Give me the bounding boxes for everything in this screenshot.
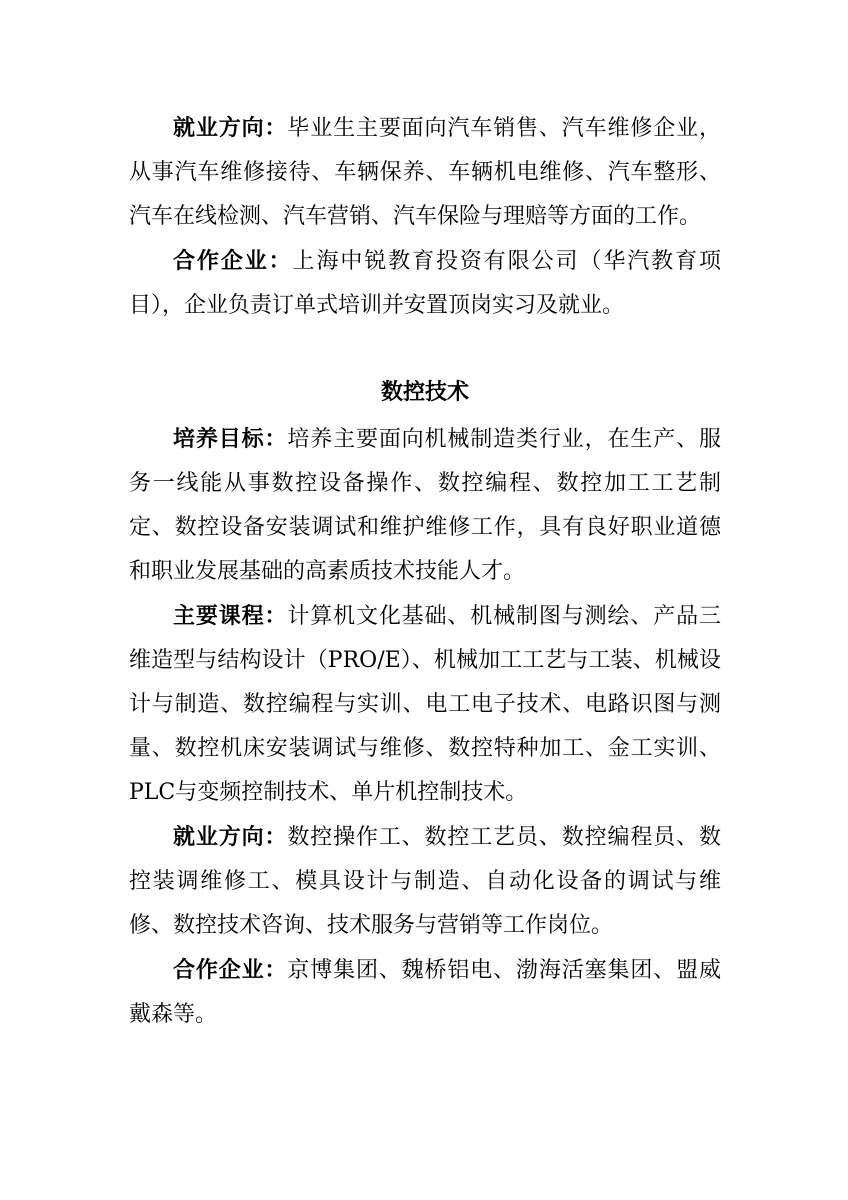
paragraph-text: 培养主要面向机械制造类行业，在生产、服务一线能从事数控设备操作、数控编程、数控加工工艺制定、数控设备安装调试和维护维修工作，具有良好职业道德和职业发展基础的高素质技术技能人才。 bbox=[129, 427, 721, 584]
paragraph-text: 数控操作工、数控工艺员、数控编程员、数控装调维修工、模具设计与制造、自动化设备的调试与维修、数控技术咨询、技术服务与营销等工作岗位。 bbox=[129, 825, 721, 938]
paragraph-label: 合作企业： bbox=[173, 957, 288, 983]
paragraph-text: 计算机文化基础、机械制图与测绘、产品三维造型与结构设计（PRO/E）、机械加工工艺与工装、机械设计与制造、数控编程与实训、电工电子技术、电路识图与测量、数控机床安装调试与维修、数控特种加工、金工实训、PLC与变频控制技术、单片机控制技术。 bbox=[129, 604, 721, 805]
paragraph-partner-companies bbox=[129, 948, 721, 1037]
section-title-cnc: 数控技术 bbox=[380, 379, 469, 405]
paragraph-label: 就业方向： bbox=[173, 824, 288, 850]
paragraph-employment-direction bbox=[129, 106, 721, 239]
paragraph-text: 上海中锐教育投资有限公司（华汽教育项目），企业负责订单式培训并安置顶岗实习及就业。 bbox=[129, 249, 721, 318]
paragraph-label: 培养目标： bbox=[173, 426, 288, 452]
paragraph-text: 毕业生主要面向汽车销售、汽车维修企业，从事汽车维修接待、车辆保养、车辆机电维修、汽车整形、汽车在线检测、汽车营销、汽车保险与理赔等方面的工作。 bbox=[129, 116, 721, 229]
paragraph-label: 就业方向： bbox=[173, 115, 288, 141]
paragraph-partner-companies bbox=[129, 239, 721, 328]
paragraph-text: 京博集团、魏桥铝电、渤海活塞集团、盟威戴森等。 bbox=[129, 958, 721, 1027]
paragraph-main-courses bbox=[129, 594, 721, 815]
section-automotive bbox=[129, 106, 721, 328]
paragraph-label: 主要课程： bbox=[173, 603, 288, 629]
section-cnc bbox=[129, 417, 721, 1037]
paragraph-employment-direction bbox=[129, 815, 721, 948]
paragraph-training-goal bbox=[129, 417, 721, 594]
paragraph-label: 合作企业： bbox=[173, 248, 293, 274]
